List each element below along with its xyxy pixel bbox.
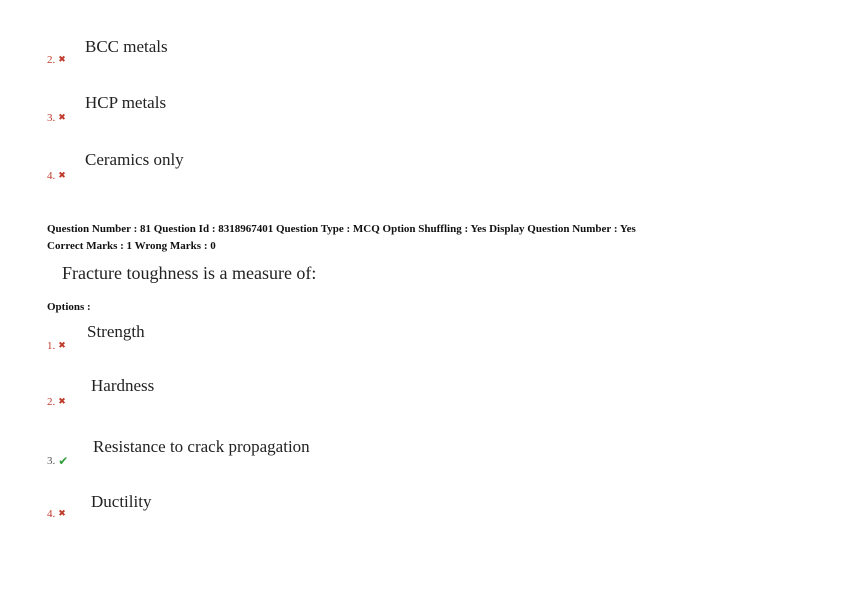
question-text: Fracture toughness is a measure of: — [62, 263, 317, 283]
prev-option-3-text: HCP metals — [85, 93, 167, 112]
question-meta-line1: Question Number : 81 Question Id : 8318967401 Question Type : MCQ Option Shuffling : Yes Display Question Number : Yes — [47, 223, 636, 235]
option-1-number: 1. — [47, 340, 56, 352]
prev-option-4-text: Ceramics only — [85, 150, 184, 169]
option-3-marker — [47, 454, 68, 468]
option-2-text: Hardness — [91, 376, 155, 395]
cross-icon: ✖ — [58, 113, 66, 123]
option-3-text: Resistance to crack propagation — [93, 437, 310, 456]
option-3-number: 3. — [47, 455, 56, 467]
prev-option-3-marker — [47, 112, 66, 124]
prev-option-3-number: 3. — [47, 112, 56, 124]
option-1-marker — [47, 340, 66, 352]
cross-icon: ✖ — [58, 171, 66, 181]
option-2-marker — [47, 396, 66, 408]
option-2-number: 2. — [47, 396, 56, 408]
prev-option-2-text: BCC metals — [85, 37, 168, 56]
option-4-text: Ductility — [91, 492, 152, 511]
check-icon: ✔ — [58, 454, 69, 468]
question-meta-line2: Correct Marks : 1 Wrong Marks : 0 — [47, 240, 216, 252]
option-4-marker — [47, 508, 66, 520]
option-4-number: 4. — [47, 508, 56, 520]
option-1-text: Strength — [87, 322, 145, 341]
cross-icon: ✖ — [58, 509, 66, 519]
prev-option-2-number: 2. — [47, 54, 56, 66]
prev-option-4-number: 4. — [47, 170, 56, 182]
cross-icon: ✖ — [58, 341, 66, 351]
cross-icon: ✖ — [58, 55, 66, 65]
cross-icon: ✖ — [58, 397, 66, 407]
prev-option-2-marker — [47, 54, 66, 66]
options-label: Options : — [47, 301, 91, 313]
prev-option-4-marker — [47, 170, 66, 182]
